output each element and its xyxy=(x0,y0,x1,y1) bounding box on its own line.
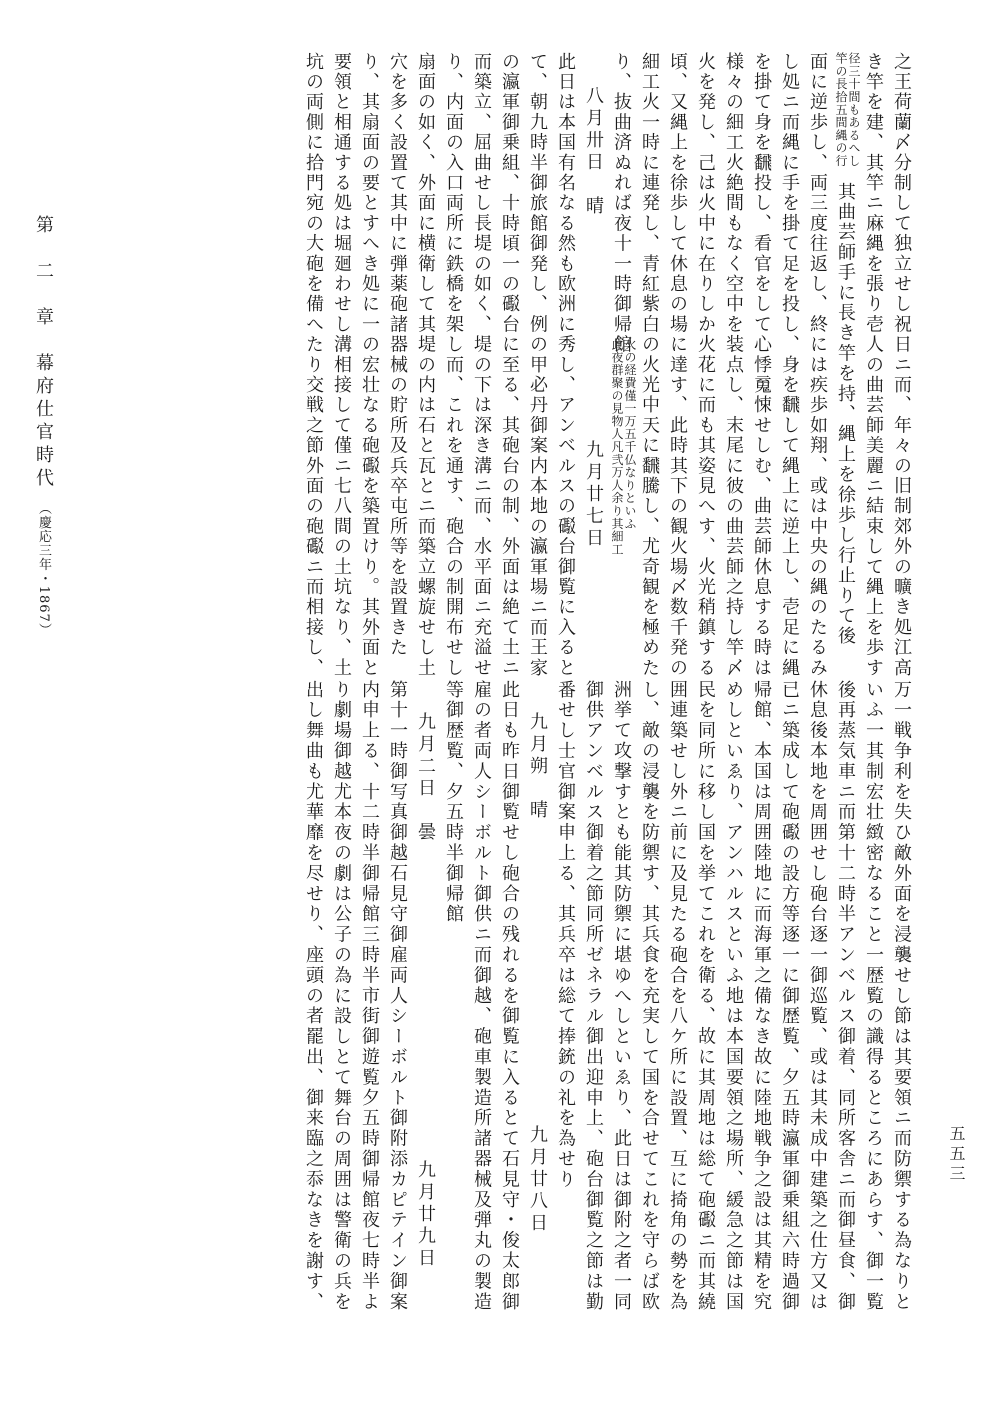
text-column: て、朝九時半御旅館御発し、例の甲必丹御案内本地の瀛軍場ニ而王家 xyxy=(527,52,548,679)
page-number: 五五三 xyxy=(947,1125,966,1185)
text-column: り、内面の入口両所に鉄橋を架し而、これを通す、砲合の制開布せし xyxy=(443,52,464,679)
inline-note: 竿の長拾五間縄の行 xyxy=(834,52,848,168)
text-column: 番せし士官御案申上る、其兵卒は総て捧銃の礼を為せり xyxy=(555,680,576,1190)
text-column: 此日も昨日御覧せし砲合の残れるを御覧に入るとて石見守・俊太郎御 xyxy=(499,680,520,1313)
text-column: 万一戦争利を失ひ敵外面を浸襲せし節は其要領ニ而防禦する為なりと xyxy=(891,680,912,1313)
text-column: 坑の両側に拾門宛の大砲を備へたり交戦之節外面の砲礟ニ而相接し、 xyxy=(303,52,324,679)
text-column: 休息後本地を周囲せし砲台逐一御巡覧、或は其未成中建築之仕方又は xyxy=(807,680,828,1313)
text-column: 第十一時御写真御越石見守御雇両人シーボルト御附添カピテイン御案 xyxy=(387,680,408,1313)
date-heading-secondary: 九月廿九日 xyxy=(415,1160,436,1270)
date-heading: 九月朔 晴 xyxy=(527,712,548,822)
text-column: 此日は本国有名なる然も欧洲に秀し、アンベルスの礟台御覧に入ると xyxy=(555,52,576,679)
text-column: 内申上る、十二時半御帰館三時半市街御遊覧夕五時御帰館夜七時半よ xyxy=(359,680,380,1313)
date-heading-secondary: 九月廿七日 xyxy=(583,440,604,550)
text-column: めしといゑり、アンハルスといふ地は本国要領之場所、緩急之節は国 xyxy=(723,680,744,1313)
text-column: 雇の者両人シーボルト御供ニ而御越、砲車製造所諸器械及弾丸の製造 xyxy=(471,680,492,1313)
text-column: 扇面の如く、外面に横衛して其堤の内は石と瓦とニ而築立螺旋せし土 xyxy=(415,52,436,679)
text-column: 其曲芸師手に長き竿を持、縄上を徐歩し行止りて後 xyxy=(835,182,856,647)
date-heading: 九月二日 曇 xyxy=(415,712,436,844)
text-column: 之王荷蘭〆分制して独立せし祝日ニ而、年々の旧制郊外の曠き処江高 xyxy=(891,52,912,679)
text-column: 已ニ築成して砲礟の設方等逐一に御歴覧、夕五時瀛軍御乗組六時過御 xyxy=(779,680,800,1313)
date-heading: 八月卅日 晴 xyxy=(583,86,604,218)
text-column: 帰館、本国は周囲陸地に而海軍之備なき故に陸地戦争之設は其精を究 xyxy=(751,680,772,1313)
inline-note: 火の経費僅一万五千仏なりといふ xyxy=(623,338,637,530)
text-column: 而築立、屈曲せし長堤の如く、堤の下は深き溝ニ而、水平面ニ充溢せ xyxy=(471,52,492,679)
text-column: 御供アンベルス御着之節同所ゼネラル御出迎申上、砲台御覧之節は勤 xyxy=(583,680,604,1313)
chapter-title: 第 二 章 幕府仕官時代 xyxy=(33,215,54,491)
inline-note: 此夜群聚の見物人凡弐万人余り其細工 xyxy=(610,338,624,556)
text-column: 面に逆歩し、両三度往返し、終には疾歩如翔、或は中央の縄のたるみ xyxy=(807,52,828,679)
text-column: 要領と相通する処は堀廻わせし溝相接して僅ニ七八間の土坑なり、土 xyxy=(331,52,352,679)
text-column: の瀛軍御乗組、十時頃一の礟台に至る、其砲台の制、外面は絶て土ニ xyxy=(499,52,520,679)
text-column: り、抜曲済ぬれば夜十一時御帰館 xyxy=(611,52,632,355)
text-column: 洲挙て攻撃すとも能其防禦に堪ゆへしといゑり、此日は御附之者一同 xyxy=(611,680,632,1313)
running-header xyxy=(30,215,56,637)
text-column: いふ一其制宏壮緻密なること一歴覧の識得るところにあらす、御一覧 xyxy=(863,680,884,1313)
text-column: し、敵の浸襲を防禦す、其兵食を充実して国を合せてこれを守らば欧 xyxy=(639,680,660,1313)
text-column: 様々の細工火絶間もなく空中を装点し、末尾に彼の曲芸師之持し竿〆 xyxy=(723,52,744,679)
text-column: を掛て身を飜投し、看官をして心悸䰟悚せしむ、曲芸師休息する時は xyxy=(751,52,772,679)
text-column: 出し舞曲も尤華靡を尽せり、座頭の者罷出、御来臨之忝なきを謝す、 xyxy=(303,680,324,1313)
text-column: 民を同所に移し国を挙てこれを衛る、故に其周地は総て砲礟ニ而其繞 xyxy=(695,680,716,1313)
text-column: り劇場御越尤本夜の劇は公子の為に設しとて舞台の周囲は警衛の兵を xyxy=(331,680,352,1313)
text-column: 後再蒸気車ニ而第十二時半アンベルス御着、同所客舎ニ而御昼食、御 xyxy=(835,680,856,1313)
chapter-years: （慶応三年・1867） xyxy=(36,501,51,637)
date-heading-secondary: 九月廿八日 xyxy=(527,1125,548,1235)
text-column: 頃、又縄上を徐歩して休息の場に達す、此時其下の観火場〆数千発の xyxy=(667,52,688,679)
inline-note: 径三十間もあるへし xyxy=(847,52,861,168)
text-column: 等御歴覧、夕五時半御帰館 xyxy=(443,680,464,925)
text-column: し処ニ而縄に手を掛て足を投し、身を飜して縄上に逆上し、壱足に縄 xyxy=(779,52,800,679)
text-column: 火を発し、己は火中に在りしか火花に而も其姿見へす、火光稍鎮する xyxy=(695,52,716,679)
text-column: 囲連築せし外ニ前に及見たる砲合を八ケ所に設置、互に掎角の勢を為 xyxy=(667,680,688,1313)
text-column: り、其扇面の要とすへき処に一の宏壮なる砲礟を築置けり。其外面と xyxy=(359,52,380,679)
text-column: 細工火一時に連発し、青紅紫白の火光中天に飜騰し、尤奇観を極めた xyxy=(639,52,660,679)
text-column: き竿を建、其竿ニ麻縄を張り壱人の曲芸師美麗ニ結束して縄上を歩す xyxy=(863,52,884,679)
text-column: 穴を多く設置て其中に弾薬砲諸器械の貯所及兵卒屯所等を設置きた xyxy=(387,52,408,658)
